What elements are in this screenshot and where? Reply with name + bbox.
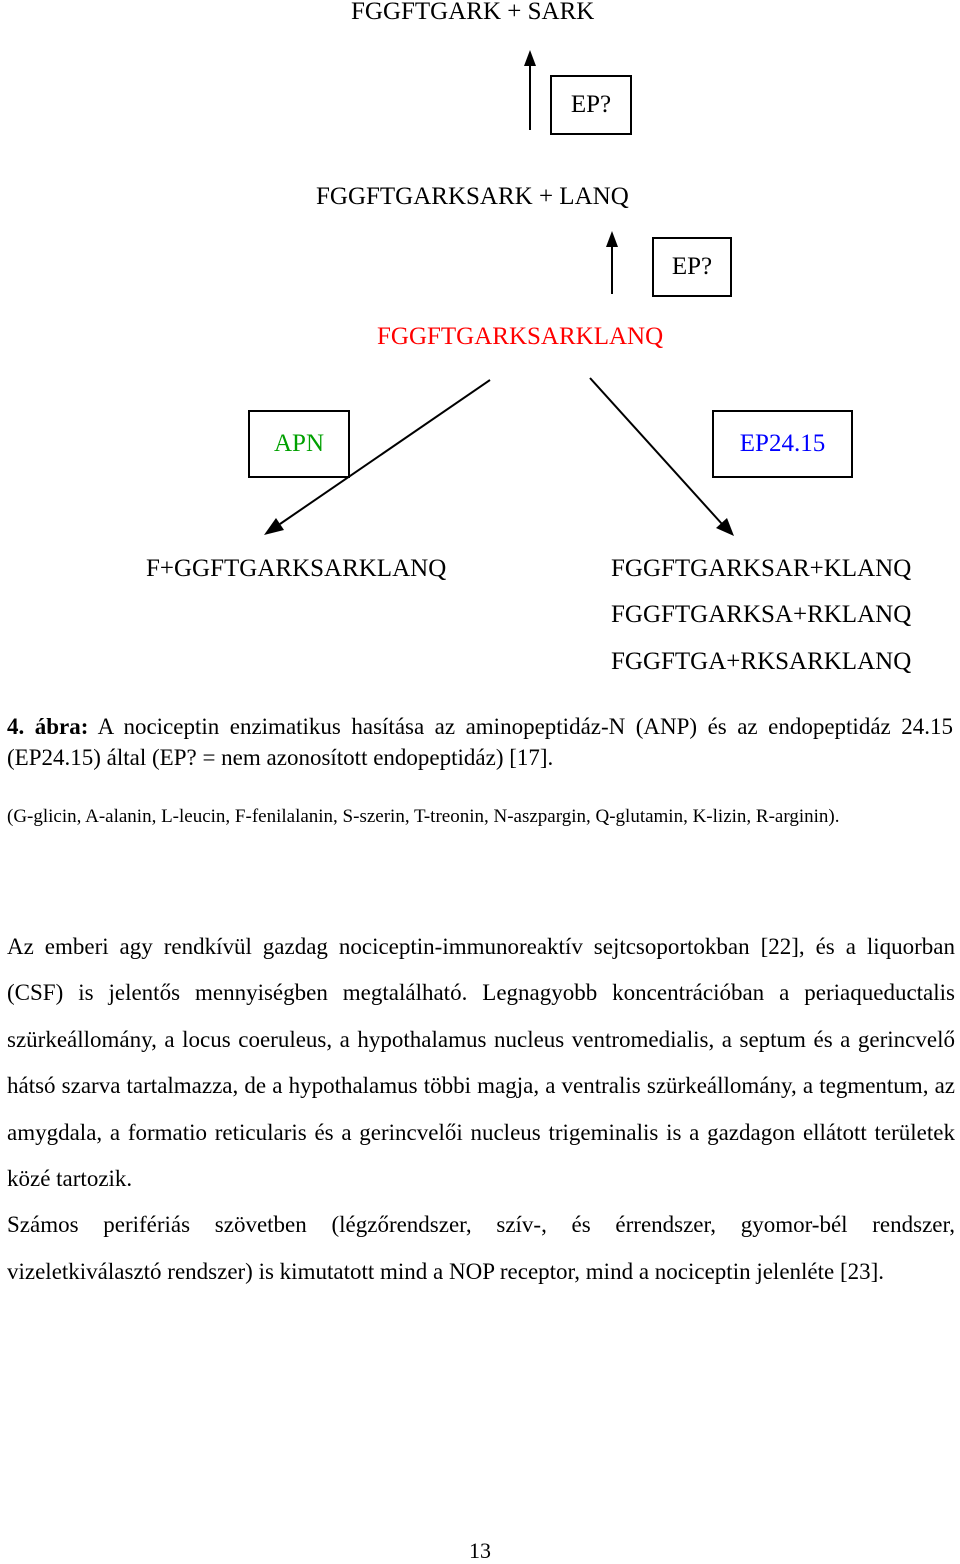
step-top-products: FGGFTGARK + SARK bbox=[351, 0, 595, 25]
product-right-1: FGGFTGARKSAR+KLANQ bbox=[611, 555, 912, 582]
arrow-up-top-head bbox=[524, 50, 536, 66]
paragraph-1: Az emberi agy rendkívül gazdag nociceptin-immunoreaktív sejtcsoportokban [22], és a liquorban (CSF) is jelentős mennyiségben megtalálható. Legnagyobb koncentrációban a periaqueductalis szürkeállomány, a locus coeruleus, a hypothalamus nucleus ventromedialis, a septum és a gerincvelő hátsó szarva tartalmazza, de a hypothalamus többi magja, a ventralis szürkeállomány, a tegmentum, az amygdala, a formatio reticularis és a gerincvelői nucleus trigeminalis is a gazdagon ellátott területek közé tartozik. bbox=[7, 934, 955, 1192]
arrow-ep2415-line bbox=[590, 378, 722, 524]
box-ep2415 bbox=[712, 410, 853, 478]
box-apn-label: APN bbox=[273, 430, 324, 457]
arrow-up-middle-head bbox=[606, 231, 618, 247]
caption-lead: 4. ábra: bbox=[7, 714, 89, 739]
box-ep-middle bbox=[652, 237, 732, 297]
box-apn bbox=[248, 410, 350, 478]
product-right-3: FGGFTGA+RKSARKLANQ bbox=[611, 648, 912, 675]
product-right-2: FGGFTGARKSA+RKLANQ bbox=[611, 601, 912, 628]
figure-caption-legend: (G-glicin, A-alanin, L-leucin, F-fenilalanin, S-szerin, T-treonin, N-aszpargin, Q-glutamin, K-lizin, R-arginin). bbox=[7, 806, 840, 827]
substrate-sequence: FGGFTGARKSARKLANQ bbox=[377, 323, 664, 350]
box-ep-top-label: EP? bbox=[570, 91, 612, 118]
body-text bbox=[7, 924, 955, 1295]
caption-text: A nociceptin enzimatikus hasítása az aminopeptidáz-N (ANP) és az endopeptidáz 24.15 (EP24.15) által (EP? = nem azonosított endopeptidáz) [17]. bbox=[7, 714, 953, 770]
arrow-apn-head bbox=[264, 518, 284, 535]
box-ep-top bbox=[550, 75, 632, 135]
paragraph-2: Számos perifériás szövetben (légzőrendszer, szív-, és érrendszer, gyomor-bél rendszer, vizeletkiválasztó rendszer) is kimutatott mind a NOP receptor, mind a nociceptin jelenléte [23]. bbox=[7, 1212, 955, 1284]
page-number: 13 bbox=[469, 1538, 491, 1563]
box-ep-middle-label: EP? bbox=[671, 253, 713, 280]
figure-caption bbox=[7, 711, 953, 773]
step-middle-products: FGGFTGARKSARK + LANQ bbox=[316, 183, 629, 210]
box-ep2415-label: EP24.15 bbox=[739, 430, 826, 457]
product-left: F+GGFTGARKSARKLANQ bbox=[146, 555, 447, 582]
